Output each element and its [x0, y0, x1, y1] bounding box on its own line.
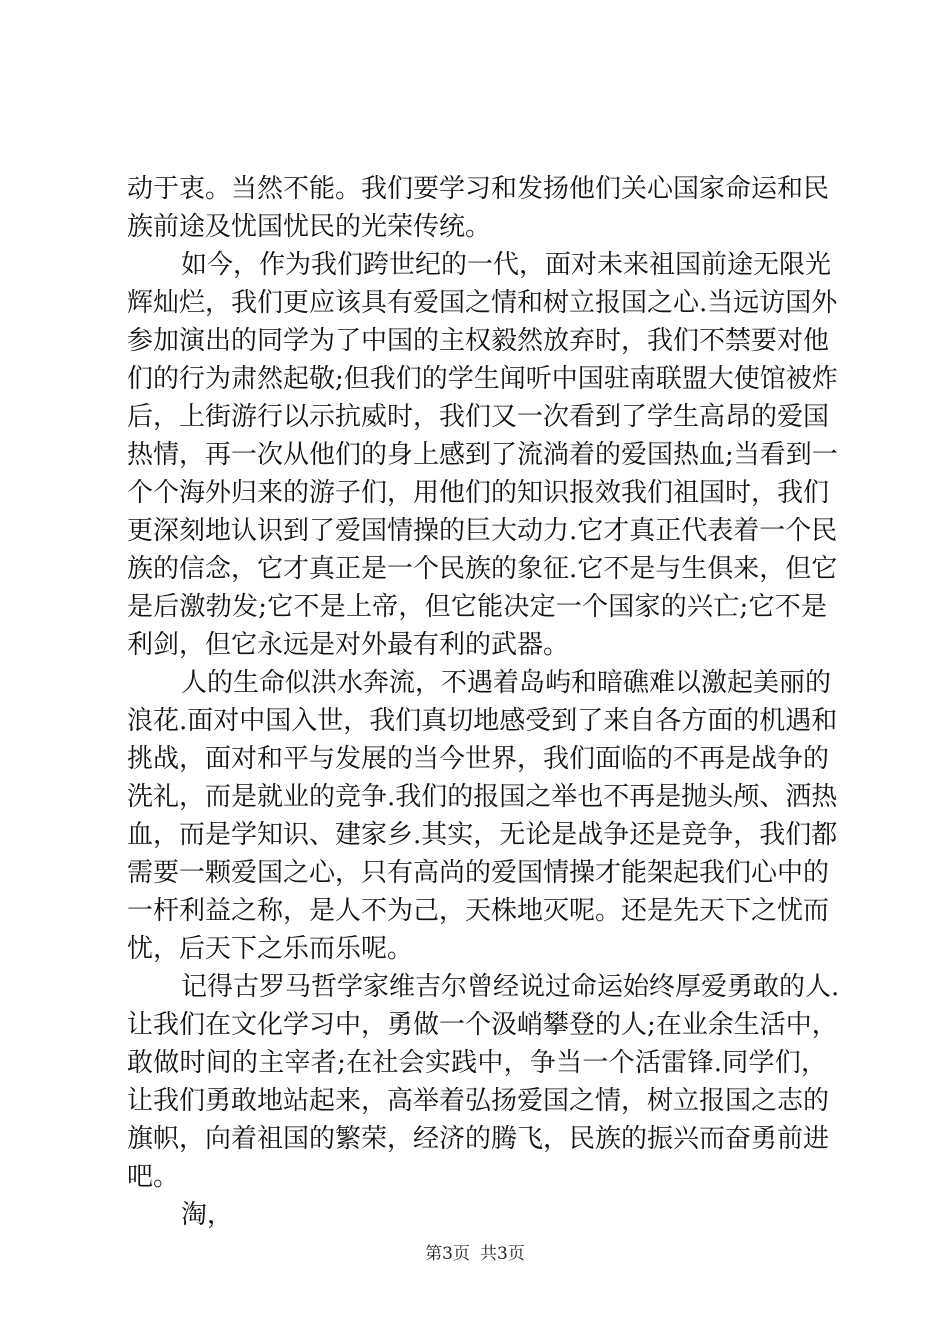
text-line: 浪花.面对中国入世，我们真切地感受到了来自各方面的机遇和	[127, 706, 838, 736]
document-body	[127, 170, 840, 1234]
text-line: 让我们在文化学习中，勇做一个汲峭攀登的人;在业余生活中，	[127, 1010, 838, 1040]
text-line: 更深刻地认识到了爱国情操的巨大动力.它才真正代表着一个民	[127, 516, 838, 546]
text-line: 忧，后天下之乐而乐呢。	[127, 934, 414, 964]
text-line: 血，而是学知识、建家乡.其实，无论是战争还是竞争，我们都	[127, 820, 838, 850]
text-line: 辉灿烂，我们更应该具有爱国之情和树立报国之心.当远访国外	[127, 288, 838, 318]
text-line: 参加演出的同学为了中国的主权毅然放弃时，我们不禁要对他	[127, 326, 830, 356]
text-line: 个个海外归来的游子们，用他们的知识报效我们祖国时，我们	[127, 478, 830, 508]
text-line: 热情，再一次从他们的身上感到了流淌着的爱国热血;当看到一	[127, 440, 838, 470]
text-line: 淘，	[181, 1200, 234, 1230]
text-line: 如今，作为我们跨世纪的一代，面对未来祖国前途无限光	[181, 250, 832, 280]
text-line: 人的生命似洪水奔流，不遇着岛屿和暗礁难以激起美丽的	[181, 668, 832, 698]
page-total: 共3页	[480, 1244, 525, 1264]
text-line: 让我们勇敢地站起来，高举着弘扬爱国之情，树立报国之志的	[127, 1086, 830, 1116]
text-line: 敢做时间的主宰者;在社会实践中，争当一个活雷锋.同学们，	[127, 1048, 827, 1078]
page-number: 第3页	[425, 1244, 470, 1264]
text-line: 挑战，面对和平与发展的当今世界，我们面临的不再是战争的	[127, 744, 830, 774]
text-line: 洗礼，而是就业的竞争.我们的报国之举也不再是抛头颅、洒热	[127, 782, 838, 812]
text-line: 族的信念，它才真正是一个民族的象征.它不是与生俱来，但它	[127, 554, 838, 584]
text-line: 吧。	[127, 1162, 180, 1192]
text-line: 记得古罗马哲学家维吉尔曾经说过命运始终厚爱勇敢的人.	[181, 972, 840, 1002]
text-line: 们的行为肃然起敬;但我们的学生闻听中国驻南联盟大使馆被炸	[127, 364, 838, 394]
text-line: 需要一颗爱国之心，只有高尚的爱国情操才能架起我们心中的	[127, 858, 830, 888]
text-line: 旗帜，向着祖国的繁荣，经济的腾飞，民族的振兴而奋勇前进	[127, 1124, 830, 1154]
text-line: 动于衷。当然不能。我们要学习和发扬他们关心国家命运和民	[127, 174, 830, 204]
page-footer	[0, 1243, 950, 1265]
text-line: 一杆利益之称，是人不为己，天株地灭呢。还是先天下之忧而	[127, 896, 830, 926]
text-line: 族前途及忧国忧民的光荣传统。	[127, 212, 492, 242]
text-line: 是后激勃发;它不是上帝，但它能决定一个国家的兴亡;它不是	[127, 592, 827, 622]
text-line: 利剑，但它永远是对外最有利的武器。	[127, 630, 570, 660]
text-line: 后，上街游行以示抗威时，我们又一次看到了学生高昂的爱国	[127, 402, 830, 432]
